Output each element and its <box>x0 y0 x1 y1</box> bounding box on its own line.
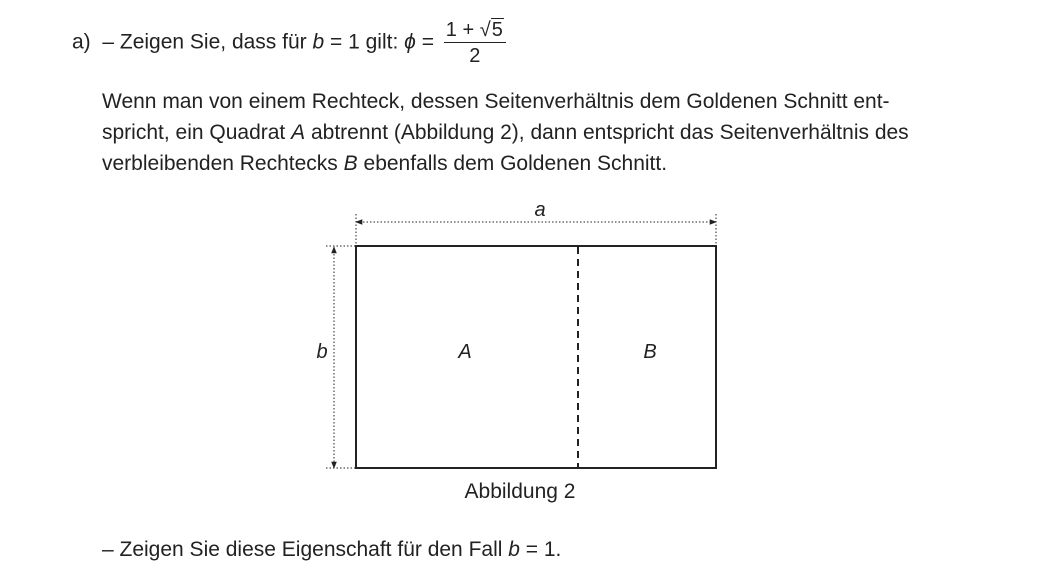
paragraph-line-1: Wenn man von einem Rechteck, dessen Seitenverhältnis dem Goldenen Schnitt ent- <box>102 90 890 113</box>
label-A: A <box>458 341 472 363</box>
label-b: b <box>316 341 328 363</box>
line3-post: ebenfalls dem Goldenen Schnitt. <box>363 152 668 175</box>
golden-rectangle <box>356 246 716 468</box>
question-2 <box>102 538 561 562</box>
label-a: a <box>534 199 546 221</box>
var-b: b <box>312 30 325 54</box>
line2-post: abtrennt (Abbildung 2), dann entspricht das Seitenverhältnis des <box>310 121 909 144</box>
var-b-2: b <box>508 538 520 561</box>
question-2-text: – Zeigen Sie diese Eigenschaft für den Fall <box>102 538 503 561</box>
question-2-suffix: = 1. <box>525 538 562 561</box>
var-A: A <box>291 121 306 144</box>
question-text: – Zeigen Sie, dass für <box>102 30 307 54</box>
equals-sign: = <box>421 30 434 54</box>
label-B: B <box>643 341 657 363</box>
equals-one-text: = 1 gilt: <box>330 30 399 54</box>
figure-caption: Abbildung 2 <box>464 480 576 503</box>
line3-pre: verbleibenden Rechtecks <box>102 152 338 175</box>
line2-pre: spricht, ein Quadrat <box>102 121 286 144</box>
numerator-prefix: 1 + √ <box>445 19 491 41</box>
question-label: a) <box>72 30 91 54</box>
sqrt-radicand: 5 <box>491 19 503 41</box>
var-B: B <box>343 152 358 175</box>
fraction-denominator: 2 <box>469 45 481 67</box>
phi-symbol: ϕ <box>404 30 416 54</box>
